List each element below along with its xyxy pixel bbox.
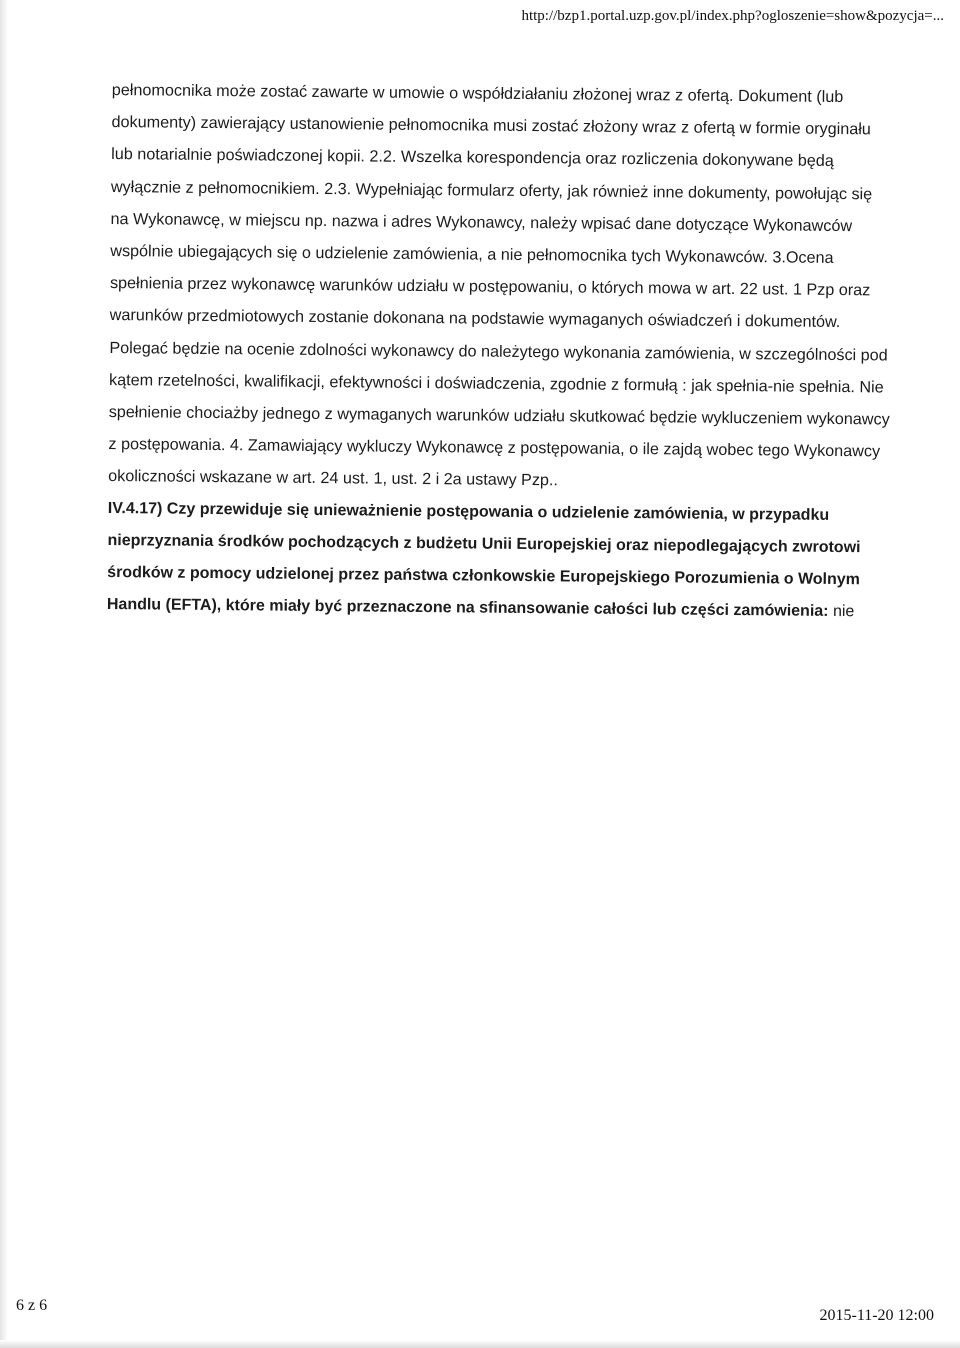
body-line: pełnomocnika może zostać zawarte w umowie o współdziałaniu złożonej wraz z ofertą. Dokument (lub <box>111 80 844 107</box>
document-body <box>106 74 890 629</box>
body-line: spełnienia przez wykonawcę warunków udziału w postępowaniu, o których mowa w art. 22 ust. 1 Pzp oraz <box>109 274 871 300</box>
page-url-header: http://bzp1.portal.uzp.gov.pl/index.php?ogloszenie=show&pozycja=... <box>521 8 944 24</box>
page-number: 6 z 6 <box>16 1297 48 1314</box>
body-line: dokumenty) zawierający ustanowienie pełnomocnika musi zostać złożony wraz z ofertą w formie oryginału <box>111 113 871 139</box>
body-line: z postępowania. 4. Zamawiający wykluczy Wykonawcę z postępowania, o ile zajdą wobec tego Wykonawcy <box>108 435 881 461</box>
print-datetime: 2015-11-20 12:00 <box>819 1307 934 1324</box>
body-line: warunków przedmiotowych zostanie dokonana na podstawie wymaganych oświadczeń i dokumentów. <box>109 306 841 332</box>
body-line: okoliczności wskazane w art. 24 ust. 1, ust. 2 i 2a ustawy Pzp.. <box>108 467 559 490</box>
body-line: wspólnie ubiegających się o udzielenie zamówienia, a nie pełnomocnika tych Wykonawców. 3.Ocena <box>110 242 834 267</box>
body-line: lub notarialnie poświadczonej kopii. 2.2. Wszelka korespondencja oraz rozliczenia dokonywane będą <box>111 145 834 171</box>
section-question-line: IV.4.17) Czy przewiduje się unieważnienie postępowania o udzielenie zamówienia, w przypadku <box>107 499 830 524</box>
section-question-line: nieprzyznania środków pochodzących z budżetu Unii Europejskiej oraz niepodlegających zwrotowi <box>107 531 861 557</box>
body-line: na Wykonawcę, w miejscu np. nazwa i adres Wykonawcy, należy wpisać dane dotyczące Wykonawców <box>110 209 853 235</box>
body-line: wyłącznie z pełnomocnikiem. 2.3. Wypełniając formularz oferty, jak również inne dokumenty, powołując się <box>110 177 873 203</box>
section-iv-4-17 <box>107 493 878 629</box>
section-question-last-line <box>107 589 877 629</box>
section-answer: nie <box>832 603 855 621</box>
scan-edge <box>0 0 8 1348</box>
body-line: kątem rzetelności, kwalifikacji, efektywności i doświadczenia, zgodnie z formułą : jak spełnia-nie spełnia. Nie <box>108 370 884 397</box>
section-question-line: Handlu (EFTA), które miały być przeznaczone na sfinansowanie całości lub części zamówienia: <box>106 596 829 621</box>
body-line: spełnienie chociażby jednego z wymaganych warunków udziału skutkować będzie wykluczeniem wykonawcy <box>108 403 890 429</box>
section-question-line: środków z pomocy udzielonej przez państwa członkowskie Europejskiego Porozumienia o Wolnym <box>107 564 860 589</box>
scan-edge <box>0 1340 960 1348</box>
body-line: Polegać będzie na ocenie zdolności wykonawcy do należytego wykonania zamówienia, w szczególności pod <box>109 338 888 365</box>
